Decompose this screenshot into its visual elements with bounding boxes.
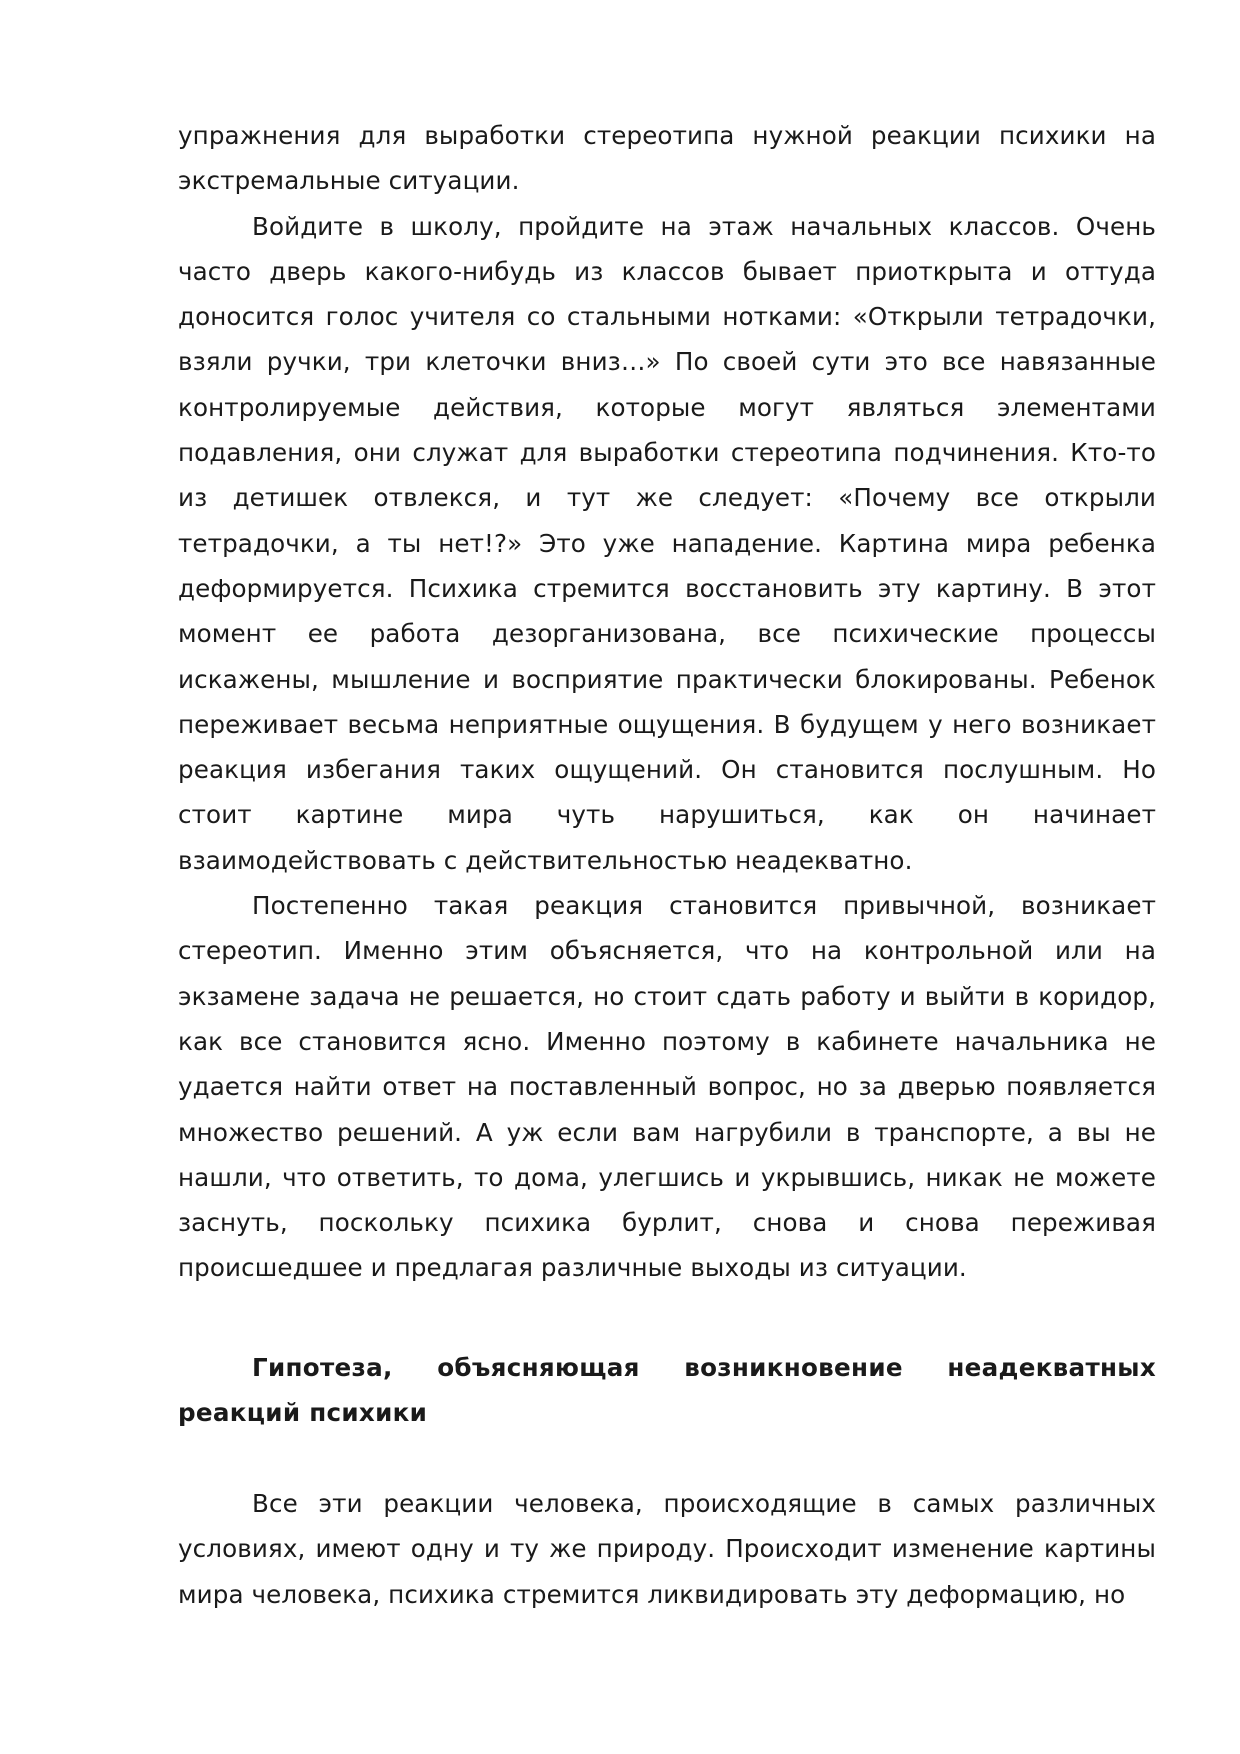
- body-text-section: [178, 113, 1156, 1291]
- paragraph-school-example: Войдите в школу, пройдите на этаж начальных классов. Очень часто дверь какого-нибудь из классов бывает приоткрыта и оттуда доносится голос учителя со стальными нотками: «Открыли тетрадочки, взяли ручки, три клеточки вниз…» По своей сути это все навязанные контролируемые действия, которые могут являться элементами подавления, они служат для выработки стереотипа подчинения. Кто-то из детишек отвлекся, и тут же следует: «Почему все открыли тетрадочки, а ты нет!?» Это уже нападение. Картина мира ребенка деформируется. Психика стремится восстановить эту картину. В этот момент ее работа дезорганизована, все психические процессы искажены, мышление и восприятие практически блокированы. Ребенок переживает весьма неприятные ощущения. В будущем у него возникает реакция избегания таких ощущений. Он становится послушным. Но стоит картине мира чуть нарушиться, как он начинает взаимодействовать с действительностью неадекватно.: [178, 211, 1156, 875]
- paragraph-continuation: упражнения для выработки стереотипа нужной реакции психики на экстремальные ситуации.: [178, 121, 1156, 196]
- section-heading-text: Гипотеза, объясняющая возникновение неадекватных реакций психики: [178, 1353, 1156, 1428]
- paragraph-stereotype: Постепенно такая реакция становится привычной, возникает стереотип. Именно этим объясняется, что на контрольной или на экзамене задача не решается, но стоит сдать работу и выйти в коридор, как все становится ясно. Именно поэтому в кабинете начальника не удается найти ответ на поставленный вопрос, но за дверью появляется множество решений. А уж если вам нагрубили в транспорте, а вы не нашли, что ответить, то дома, улегшись и укрывшись, никак не можете заснуть, поскольку психика бурлит, снова и снова переживая происшедшее и предлагая различные выходы из ситуации.: [178, 891, 1156, 1283]
- paragraph-hypothesis: Все эти реакции человека, происходящие в самых различных условиях, имеют одну и ту же природу. Происходит изменение картины мира человека, психика стремится ликвидировать эту деформацию, но: [178, 1489, 1156, 1609]
- body-text-section-2: [178, 1481, 1156, 1617]
- section-heading: [178, 1345, 1156, 1436]
